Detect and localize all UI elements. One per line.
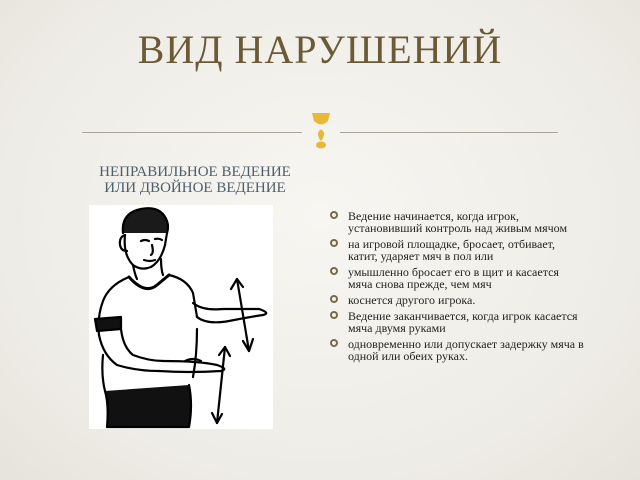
list-item-text: Ведение заканчивается, когда игрок касается мяча двумя руками <box>348 309 578 335</box>
list-item <box>324 238 586 262</box>
divider-line-left <box>82 132 302 133</box>
list-item <box>324 210 586 234</box>
subtitle-line-2: ИЛИ ДВОЙНОЕ ВЕДЕНИЕ <box>104 180 286 196</box>
divider-line-right <box>340 132 558 133</box>
list-item-text: одновременно или допускает задержку мяча в одной или обеих руках. <box>348 337 584 363</box>
bullet-list <box>324 210 586 366</box>
bullet-marker-icon <box>330 295 338 303</box>
fleur-ornament-icon <box>309 111 333 151</box>
list-item <box>324 310 586 334</box>
bullet-marker-icon <box>330 311 338 319</box>
list-item <box>324 338 586 362</box>
list-item-text: коснется другого игрока. <box>348 293 476 307</box>
list-item-text: на игровой площадке, бросает, отбивает, катит, ударяет мяч в пол или <box>348 237 556 263</box>
list-item <box>324 266 586 290</box>
slide-title: ВИД НАРУШЕНИЙ <box>137 27 503 72</box>
bullet-marker-icon <box>330 211 338 219</box>
slide-subtitle <box>70 164 320 196</box>
bullet-marker-icon <box>330 239 338 247</box>
bullet-marker-icon <box>330 267 338 275</box>
bullet-marker-icon <box>330 339 338 347</box>
list-item-text: умышленно бросает его в щит и касается мяча снова прежде, чем мяч <box>348 265 559 291</box>
subtitle-line-1: НЕПРАВИЛЬНОЕ ВЕДЕНИЕ <box>99 164 291 180</box>
list-item-text: Ведение начинается, когда игрок, установивший контроль над живым мячом <box>348 209 568 235</box>
referee-illegal-dribble-signal <box>89 205 273 429</box>
list-item <box>324 294 586 306</box>
